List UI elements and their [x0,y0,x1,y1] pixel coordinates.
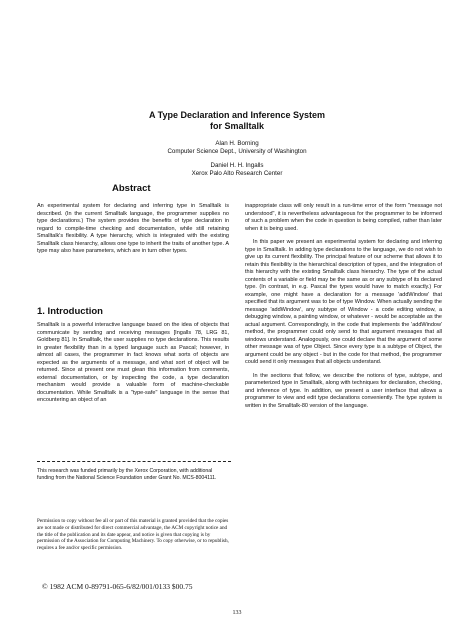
author-2-name: Daniel H. H. Ingalls [210,162,264,169]
permission-notice: Permission to copy without fee all or part of this material is granted provided that the copies are not made or distributed for direct commercial advantage, the ACM copyright notice and the title of the publication and its date appear, and notice is given that copying is by permission of the Association for Computing Machinery. To copy otherwise, or to republish, requires a fee and/or specific permission. [37,518,229,552]
author-1-name: Alan H. Borning [215,140,259,147]
copyright-line: © 1982 ACM 0-89791-065-6/82/001/0133 $00.75 [42,582,193,591]
right-paragraph-1: inappropriate class will only result in a run-time error of the form "message not understood", it is nevertheless advantageous for the programmer to be informed of such a problem when the code in question is being compiled, rather than later when it is being used. [245,203,442,232]
abstract-heading: Abstract [112,183,151,194]
right-column [245,203,442,416]
funding-footnote: This research was funded primarily by the Xerox Corporation, with additional funding from the National Science Foundation under Grant No. MCS-8004111. [37,468,217,481]
paper-title-line-2: for Smalltalk [209,121,265,131]
author-1-affiliation: Computer Science Dept., University of Washington [167,148,307,155]
abstract-text: An experimental system for declaring and inferring type in Smalltalk is described. (In the current Smalltalk language, the programmer supplies no type declarations.) The system provides the benefits of type declaration in regard to compile-time checking and documentation, while still retaining Smalltalk's flexibility. A type hierarchy, which is integrated with the existing Smalltalk class hierarchy, allows one type to inherit the traits of another type. A type may also have parameters, which are in turn other types. [37,203,229,254]
introduction-heading: 1. Introduction [37,306,103,317]
paper-title-line-1: A Type Declaration and Inference System [148,110,326,120]
introduction-text: Smalltalk is a powerful interactive language based on the idea of objects that communicate by sending and receiving messages [Ingalls 78, LRG 81, Goldberg 81]. In Smalltalk, the user supplies no type declarations. This results in greater flexibility than in a typed language such as Pascal; however, in almost all cases, the programmer in fact knows what sorts of objects are expected as the arguments of a message, and what sort of object will be returned. Since at present one must glean this information from comments, external documentation, or by inspecting the code, a type declaration mechanism would provide a valuable form of machine-checkable documentation. While Smalltalk is a "type-safe" language in the sense that encountering an object of an [37,322,229,403]
author-2-affiliation: Xerox Palo Alto Research Center [191,170,283,177]
footnote-divider [37,461,231,462]
right-paragraph-3: In the sections that follow, we describe the notions of type, subtype, and parameterized type in Smalltalk, along with techniques for declaration, checking, and inference of type. In addition, we present a user interface that allows a programmer to view and edit type declarations conveniently. The type system is written in the Smalltalk-80 version of the language. [245,372,442,409]
page-number: 133 [232,610,242,616]
right-paragraph-2: In this paper we present an experimental system for declaring and inferring type in Smalltalk. In adding type declarations to the language, we do not wish to give up its current flexibility. The principal feature of our scheme that allows it to retain this flexibility is the hierarchical description of types, and the integration of this hierarchy with the existing Smalltalk class hierarchy. The type of the actual contents of a variable or field may be the same as or any subtype of its declared type. (In contrast, in e.g. Pascal the types would have to match exactly.) For example, one might have a declaration for a message 'addWindow' that specified that its argument was to be of type Window. When actually sending the message 'addWindow', any subtype of Window - a code editing window, a debugging window, a painting window, or whatever - would be acceptable as the actual argument. Correspondingly, in the code that implements the 'addWindow' method, the programmer could only send to that argument messages that all windows understand. Analogously, one could declare that the argument of some other message was of type Object. Since every type is a subtype of Object, the argument could be any object - but in the code for that method, the programmer could send it only messages that all objects understand. [245,239,442,365]
